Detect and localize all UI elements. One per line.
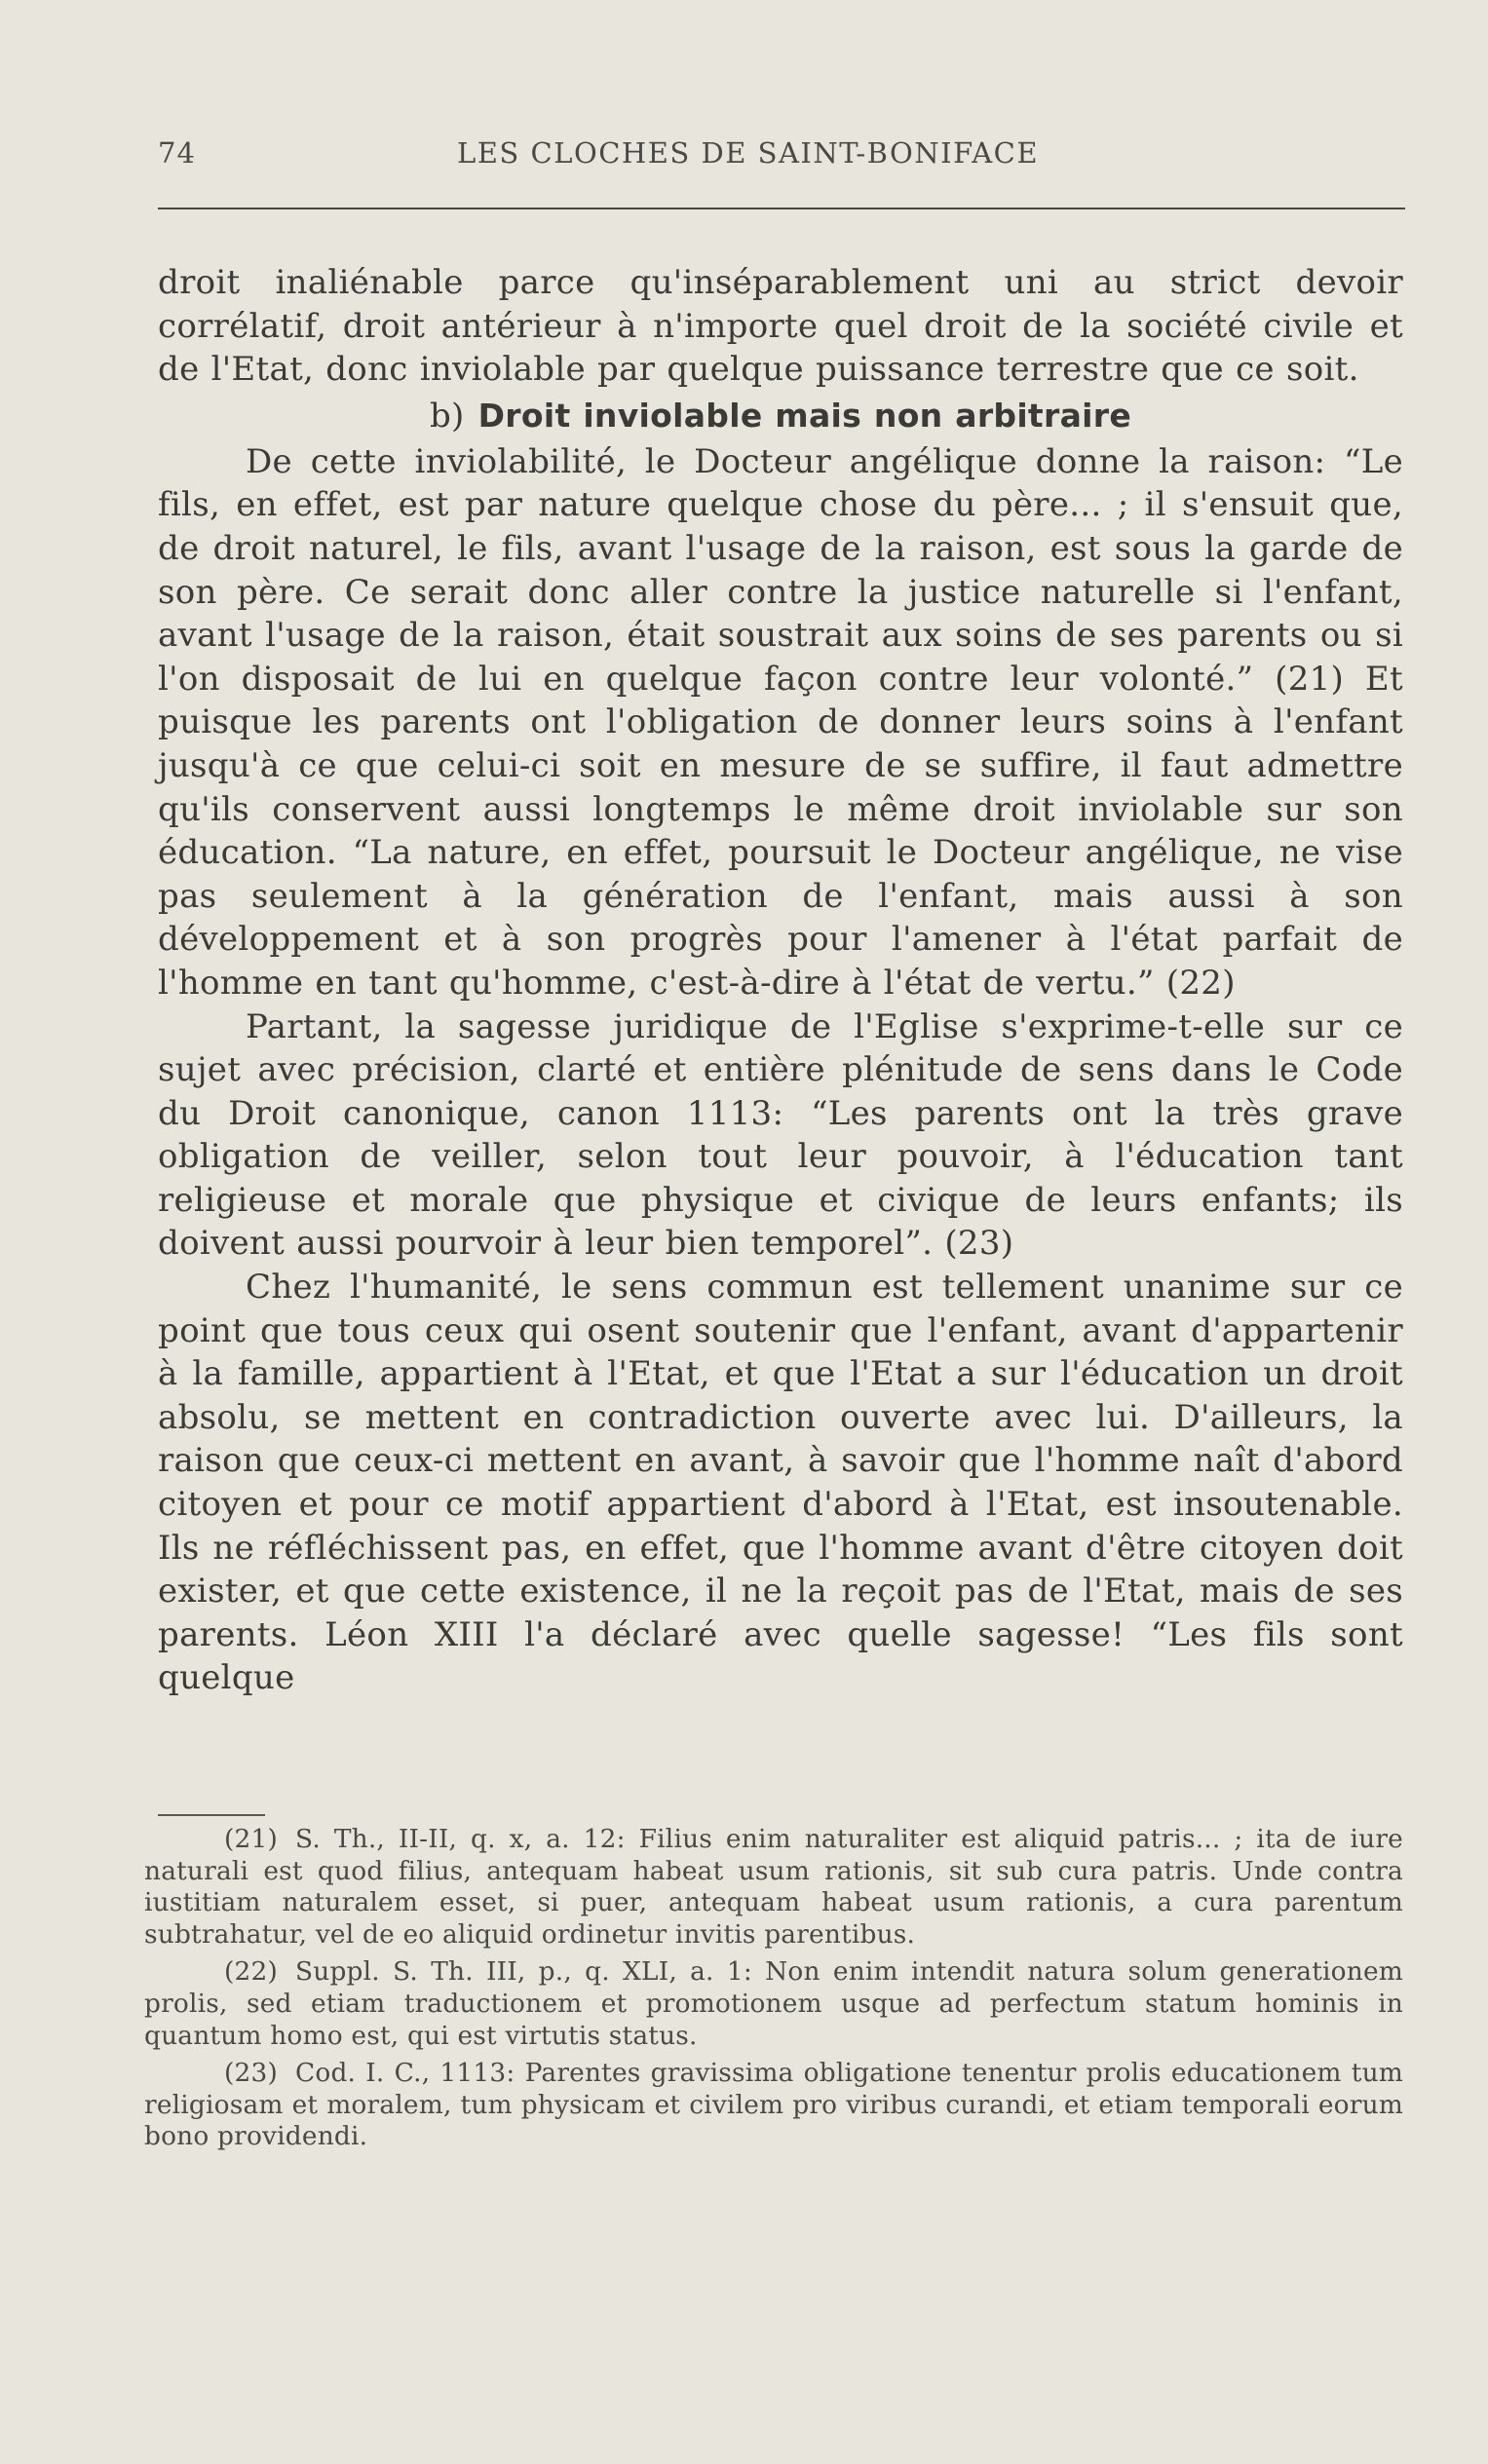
footnote-text: S. Th., II-II, q. x, a. 12: Filius enim naturaliter est aliquid patris... ; ita de iure naturali est quod filius, antequam habeat usum rationis, sit sub cura patris. Unde contra iustitiam naturalem esset, si puer, antequam habeat usum rationis, a cura parentum subtrahatur, vel de eo aliquid ordinetur invitis parentibus.: [144, 1824, 1403, 1950]
header-rule: [158, 208, 1405, 209]
footnote-number: (23): [224, 2058, 278, 2089]
running-title: LES CLOCHES DE SAINT-BONIFACE: [457, 136, 1040, 170]
footnote-rule: [158, 1814, 265, 1816]
paragraph-1: droit inaliénable parce qu'inséparablement uni au strict devoir corrélatif, droit antérieur à n'importe quel droit de la société civile et de l'Etat, donc inviolable par quelque puissance terrestre que ce soit.: [158, 263, 1403, 390]
footnote-22: [144, 1956, 1403, 2052]
footnote-21: [144, 1824, 1403, 1951]
main-text: [158, 261, 1403, 1700]
page-number: 74: [158, 136, 196, 170]
running-head: [158, 136, 1403, 175]
section-heading: [158, 392, 1403, 440]
section-title: Droit inviolable mais non arbitraire: [477, 396, 1132, 435]
footnotes: [144, 1824, 1403, 2159]
paragraph-3: Partant, la sagesse juridique de l'Eglise s'exprime-t-elle sur ce sujet avec précision, clarté et entière plénitude de sens dans le Code du Droit canonique, canon 1113: “Les parents ont la très grave obligation de veiller, selon tout leur pouvoir, à l'éducation tant religieuse et morale que physique et civique de leurs enfants; ils doivent aussi pourvoir à leur bien temporel”. (23): [158, 1006, 1403, 1264]
paragraph-4: Chez l'humanité, le sens commun est tellement unanime sur ce point que tous ceux qui osent soutenir que l'enfant, avant d'appartenir à la famille, appartient à l'Etat, et que l'Etat a sur l'éducation un droit absolu, se mettent en contradiction ouverte avec lui. D'ailleurs, la raison que ceux-ci mettent en avant, à savoir que l'homme naît d'abord citoyen et pour ce motif appartient d'abord à l'Etat, est insoutenable. Ils ne réfléchissent pas, en effet, que l'homme avant d'être citoyen doit exister, et que cette existence, il ne la reçoit pas de l'Etat, mais de ses parents. Léon XIII l'a déclaré avec quelle sagesse! “Les fils sont quelque: [158, 1268, 1403, 1698]
footnote-text: Suppl. S. Th. III, p., q. XLI, a. 1: Non enim intendit natura solum generationem prolis, sed etiam traductionem et promotionem usque ad perfectum statum hominis in quantum homo est, qui est virtutis status.: [144, 1956, 1403, 2051]
paragraph-2: De cette inviolabilité, le Docteur angélique donne la raison: “Le fils, en effet, est par nature quelque chose du père... ; il s'ensuit que, de droit naturel, le fils, avant l'usage de la raison, est sous la garde de son père. Ce serait donc aller contre la justice naturelle si l'enfant, avant l'usage de la raison, était soustrait aux soins de ses parents ou si l'on disposait de lui en quelque façon contre leur volonté.” (21) Et puisque les parents ont l'obligation de donner leurs soins à l'enfant jusqu'à ce que celui-ci soit en mesure de se suffire, il faut admettre qu'ils conservent aussi longtemps le même droit inviolable sur son éducation. “La nature, en effet, poursuit le Docteur angélique, ne vise pas seulement à la génération de l'enfant, mais aussi à son développement et à son progrès pour l'amener à l'état parfait de l'homme en tant qu'homme, c'est-à-dire à l'état de vertu.” (22): [158, 441, 1403, 1003]
footnote-text: Cod. I. C., 1113: Parentes gravissima obligatione tenentur prolis educationem tum religiosam et moralem, tum physicam et civilem pro viribus curandi, et etiam temporali eorum bono providendi.: [144, 2058, 1403, 2152]
section-letter: b): [429, 396, 465, 436]
footnote-number: (21): [224, 1824, 278, 1854]
footnote-23: [144, 2058, 1403, 2153]
footnote-number: (22): [224, 1956, 278, 1988]
